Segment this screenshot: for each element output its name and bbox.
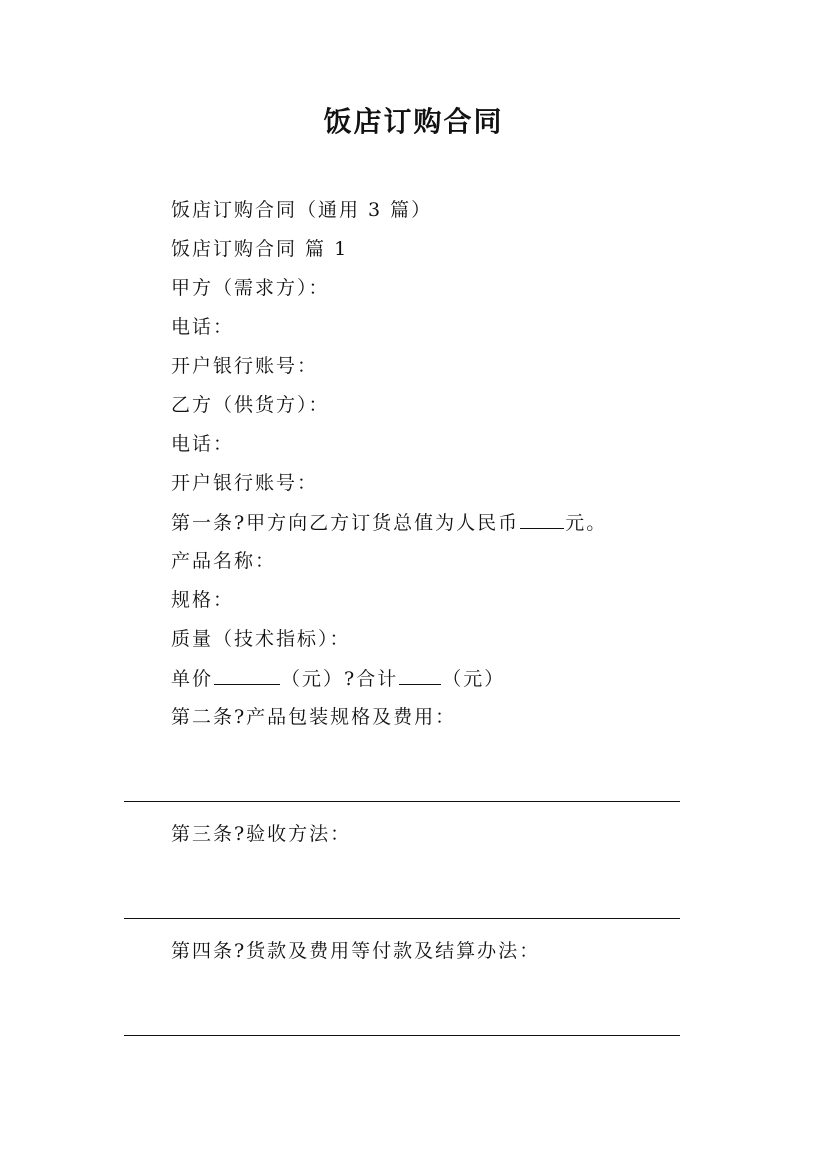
article-4-fill-line[interactable]	[124, 1035, 680, 1036]
document-title: 饭店订购合同	[323, 105, 504, 138]
heading-line-2: 饭店订购合同 篇 1	[171, 238, 349, 260]
article-4: 第四条?货款及费用等付款及结算办法：	[171, 940, 541, 962]
article-1-suffix: 元。	[565, 512, 608, 534]
party-b-phone-label: 电话：	[171, 433, 235, 455]
spec-label: 规格：	[171, 589, 235, 611]
total-blank[interactable]	[399, 666, 441, 685]
unit-price-blank[interactable]	[214, 666, 280, 685]
party-b-label: 乙方（供货方）：	[171, 394, 330, 416]
party-a-bank-label: 开户银行账号：	[171, 355, 319, 377]
heading-line-1: 饭店订购合同（通用 3 篇）	[171, 199, 433, 221]
total-unit: （元）	[442, 668, 506, 690]
article-1-text: 第一条?甲方向乙方订货总值为人民币	[171, 512, 520, 534]
unit-price-label: 单价	[171, 668, 214, 690]
price-line	[171, 666, 505, 691]
article-2: 第二条?产品包装规格及费用：	[171, 706, 457, 728]
party-b-bank-label: 开户银行账号：	[171, 472, 319, 494]
article-1	[171, 510, 607, 535]
article-3-fill-line[interactable]	[124, 918, 680, 919]
total-label: （元）?合计	[281, 668, 399, 690]
product-name-label: 产品名称：	[171, 550, 277, 572]
party-a-label: 甲方（需求方）：	[171, 277, 330, 299]
article-3: 第三条?验收方法：	[171, 823, 352, 845]
article-2-fill-line[interactable]	[124, 801, 680, 802]
total-value-blank[interactable]	[520, 510, 564, 529]
party-a-phone-label: 电话：	[171, 316, 235, 338]
quality-label: 质量（技术指标）：	[171, 628, 351, 650]
